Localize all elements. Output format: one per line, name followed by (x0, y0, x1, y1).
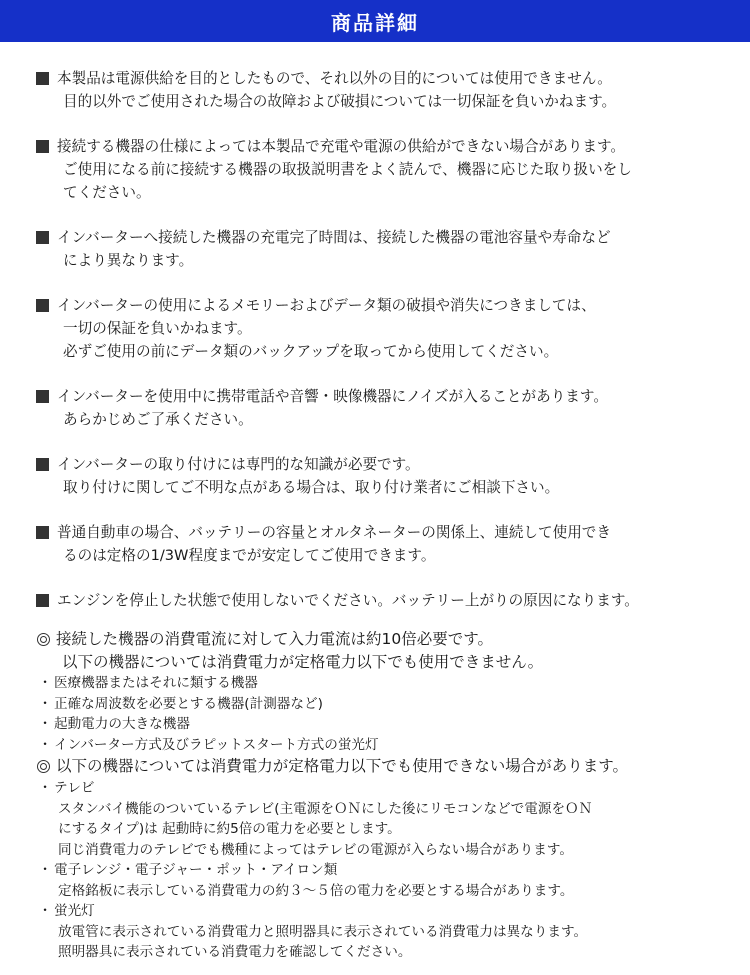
note-item (36, 294, 726, 363)
dot-bullet-icon: ・ (38, 862, 52, 878)
note-text: ご使用になる前に接続する機器の取扱説明書をよく読んで、機器に応じた取り扱いをし (63, 161, 632, 178)
note-text: インバーターへ接続した機器の充電完了時間は、接続した機器の電池容量や寿命など (57, 229, 611, 246)
square-bullet-icon (36, 72, 49, 85)
square-bullet-icon (36, 299, 49, 312)
caution-subtext: 以下の機器については消費電力が定格電力以下でも使用できません。 (62, 653, 544, 671)
note-text: あらかじめご了承ください。 (63, 411, 253, 428)
detail-text: 同じ消費電力のテレビでも機種によってはテレビの電源が入らない場合があります。 (58, 841, 573, 858)
detail-text: スタンバイ機能のついているテレビ(主電源をＯＮにした後にリモコンなどで電源をＯＮ (58, 800, 593, 817)
dot-bullet-icon: ・ (38, 780, 52, 796)
caution-text: 接続した機器の消費電流に対して入力電流は約10倍必要です。 (56, 630, 493, 648)
list-item (36, 714, 736, 735)
detail-text: 定格銘板に表示している消費電力の約３～５倍の電力を必要とする場合があります。 (58, 882, 574, 899)
note-text: るのは定格の1/3W程度までが安定してご使用できます。 (63, 547, 436, 564)
dot-bullet-icon: ・ (38, 675, 52, 691)
note-text: 普通自動車の場合、バッテリーの容量とオルタネーターの関係上、連続して使用でき (57, 524, 611, 541)
list-item-text: 正確な周波数を必要とする機器(計測器など) (54, 695, 323, 712)
list-item-text: テレビ (54, 780, 95, 796)
dot-bullet-icon: ・ (38, 736, 52, 753)
list-item (36, 901, 736, 922)
note-text: 目的以外でご使用された場合の故障および破損については一切保証を負いかねます。 (63, 93, 617, 110)
square-bullet-icon (36, 140, 49, 153)
list-item-text: 蛍光灯 (54, 903, 95, 919)
square-bullet-icon (36, 231, 49, 244)
note-item (36, 589, 726, 612)
note-item (36, 453, 726, 499)
note-text: インバーターの使用によるメモリーおよびデータ類の破損や消失につきましては、 (57, 297, 596, 314)
note-text: インバーターの取り付けには専門的な知識が必要です。 (57, 456, 420, 473)
square-bullet-icon (36, 594, 49, 607)
caution-heading (36, 628, 736, 651)
note-text: 本製品は電源供給を目的としたもので、それ以外の目的については使用できません。 (57, 70, 612, 87)
note-text: 必ずご使用の前にデータ類のバックアップを取ってから使用してください。 (63, 343, 559, 360)
caution-text: 以下の機器については消費電力が定格電力以下でも使用できない場合があります。 (56, 757, 628, 775)
dot-bullet-icon: ・ (38, 903, 52, 919)
list-item-text: 電子レンジ・電子ジャー・ポット・アイロン類 (54, 862, 338, 878)
dot-bullet-icon: ・ (38, 716, 52, 732)
square-bullet-icon (36, 390, 49, 403)
list-item-text: インバーター方式及びラピットスタート方式の蛍光灯 (54, 736, 379, 753)
square-bullet-icon (36, 458, 49, 471)
note-item (36, 521, 726, 567)
note-item (36, 385, 726, 431)
note-text: インバーターを使用中に携帯電話や音響・映像機器にノイズが入ることがあります。 (57, 388, 608, 405)
notes-list (36, 67, 726, 634)
double-circle-icon (36, 628, 56, 651)
note-item (36, 226, 726, 272)
detail-text: 放電管に表示されている消費電力と照明器具に表示されている消費電力は異なります。 (58, 923, 588, 940)
list-item (36, 673, 736, 694)
list-item-text: 起動電力の大きな機器 (54, 716, 190, 732)
note-item (36, 67, 726, 113)
double-circle-icon (36, 755, 56, 778)
square-bullet-icon (36, 526, 49, 539)
page-title: 商品詳細 (331, 10, 419, 35)
note-text: エンジンを停止した状態で使用しないでください。バッテリー上がりの原因になります。 (57, 592, 639, 609)
header-bar (0, 0, 750, 42)
list-item (36, 860, 736, 881)
note-item (36, 135, 726, 204)
list-item (36, 778, 736, 799)
cautions-section (36, 628, 736, 963)
note-text: により異なります。 (63, 252, 194, 269)
dot-bullet-icon: ・ (38, 695, 52, 712)
list-item (36, 694, 736, 715)
note-text: 一切の保証を負いかねます。 (63, 320, 252, 337)
list-item-text: 医療機器またはそれに類する機器 (54, 675, 258, 691)
detail-text: にするタイプ)は 起動時に約5倍の電力を必要とします。 (58, 821, 401, 837)
caution-heading (36, 755, 736, 778)
detail-text: 照明器具に表示されている消費電力を確認してください。 (58, 944, 412, 960)
list-item (36, 735, 736, 756)
note-text: 取り付けに関してご不明な点がある場合は、取り付け業者にご相談下さい。 (63, 479, 560, 496)
note-text: てください。 (63, 184, 151, 201)
note-text: 接続する機器の仕様によっては本製品で充電や電源の供給ができない場合があります。 (57, 138, 625, 155)
